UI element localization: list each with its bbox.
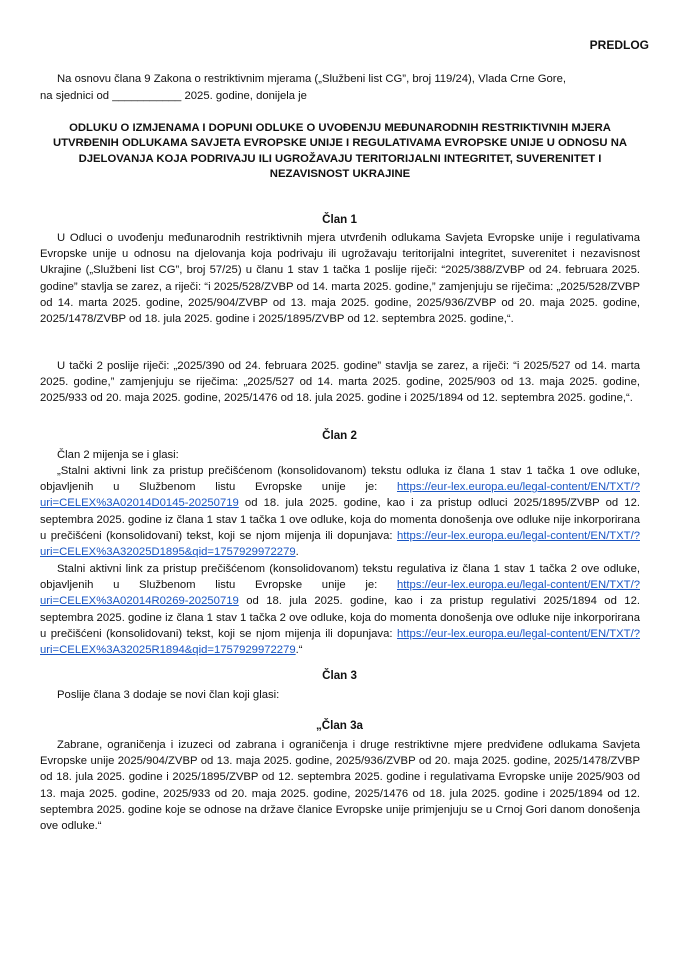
clan-2-paragraph-1 [40, 463, 640, 560]
clan-3-lead: Poslije člana 3 dodaje se novi član koji glasi: [57, 689, 280, 701]
clan-2-paragraph-2 [40, 561, 640, 658]
clan-2-lead: Član 2 mijenja se i glasi: [57, 449, 179, 461]
eur-lex-link-regulation-2025-1894[interactable]: https://eur-lex.europa.eu/legal-content/EN/TXT/?uri=CELEX%3A32025R1894&qid=1757929972279 [40, 627, 640, 657]
clan-2-p2-text-b: od 18. jula 2025. godine, kao i za pristup regulativi 2025/1894 od 12. septembra 2025. godine iz člana 1 stav 1 tačka 2 ove odluke, koja do momenta donošenja ove odluke nije inkorporirana u prečišćeni (konsolidovani) tekst, koji se njom mijenja ili dopunjava: [40, 595, 640, 640]
intro-line-1: Na osnovu člana 9 Zakona o restriktivnim mjerama („Službeni list CG”, broj 119/24), Vlada Crne Gore, [57, 73, 566, 85]
document-title: ODLUKU O IZMJENAMA I DOPUNI ODLUKE O UVOĐENJU MEĐUNARODNIH RESTRIKTIVNIH MJERA UTVRĐENIH ODLUKAMA SAVJETA EVROPSKE UNIJE I REGULATIVAMA EVROPSKE UNIJE U ODNOSU NA DJELOVANJA KOJA PODRIVAJU ILI UGROŽAVAJU TERITORIJALNI INTEGRITET, SUVERENITET I NEZAVISNOST UKRAJINE [52, 122, 628, 180]
clan-2-heading: Član 2 [322, 429, 357, 442]
document-label: PREDLOG [589, 38, 649, 52]
clan-3a-body: Zabrane, ograničenja i izuzeci od zabrana i ograničenja i druge restriktivne mjere predviđene odlukama Savjeta Evropske unije 2025/904/ZVBP od 13. maja 2025. godine, 2025/936/ZVBP od 20. maja 2025. godine, 2025/1478/ZVBP od 18. jula 2025. godine i 2025/1895/ZVBP od 12. septembra 2025. godine i regulativama Evropske unije 2025/903 od 13. maja 2025. godine, 2025/933 od 20. maja 2025. godine, 2025/1476 od 18. jula 2025. godine i 2025/1894 od 12. septembra 2025. godine koje se odnose na države članice Evropske unije primjenjuju se u Crnoj Gori danom donošenja ove odluke.“ [40, 739, 640, 833]
clan-1-heading: Član 1 [322, 213, 357, 226]
eur-lex-link-decision-2025-1895[interactable]: https://eur-lex.europa.eu/legal-content/EN/TXT/?uri=CELEX%3A32025D1895&qid=1757929972279 [40, 529, 640, 559]
clan-2-p1-text-c: . [295, 546, 299, 559]
clan-1-paragraph-2: U tački 2 poslije riječi: „2025/390 od 24. februara 2025. godine” stavlja se zarez, a riječi: “i 2025/527 od 14. marta 2025. godine,” zamjenjuju se riječima: „2025/527 od 14. marta 2025. godine, 2025/903 od 13. maja 2025. godine, 2025/933 od 20. maja 2025. godine, 2025/1476 od 18. jula 2025. godine i 2025/1894 od 12. septembra 2025. godine,“. [40, 360, 640, 405]
clan-2-p1-text-a: „Stalni aktivni link za pristup prečišćenom (konsolidovanom) tekstu odluka iz člana 1 stav 1 tačka 1 ove odluke, objavljenih u Službenom listu Evropske unije je: [40, 465, 640, 494]
eur-lex-link-regulation-consolidated[interactable]: https://eur-lex.europa.eu/legal-content/EN/TXT/?uri=CELEX%3A02014R0269-20250719 [40, 579, 640, 608]
clan-3-heading: Član 3 [322, 669, 357, 682]
eur-lex-link-decision-consolidated[interactable]: https://eur-lex.europa.eu/legal-content/EN/TXT/?uri=CELEX%3A02014D0145-20250719 [40, 481, 640, 510]
clan-1-paragraph-1: U Odluci o uvođenju međunarodnih restriktivnih mjera utvrđenih odlukama Savjeta Evropske unije i regulativama Evropske unije u odnosu na djelovanja koja podrivaju ili ugrožavaju teritorijalni integritet, suverenitet i nezavisnost Ukrajine („Službeni list CG”, broj 57/25) u članu 1 stav 1 tačka 1 poslije riječi: “2025/388/ZVBP od 24. februara 2025. godine” stavlja se zarez, a riječi: “i 2025/528/ZVBP od 14. marta 2025. godine,” zamjenjuju se riječima: „2025/528/ZVBP od 14. marta 2025. godine, 2025/904/ZVBP od 13. maja 2025. godine, 2025/936/ZVBP od 20. maja 2025. godine, 2025/1478/ZVBP od 18. jula 2025. godine i 2025/1895/ZVBP od 12. septembra 2025. godine,“. [40, 232, 640, 326]
clan-2-p2-text-a: Stalni aktivni link za pristup prečišćenom (konsolidovanom) tekstu regulativa iz člana 1 stav 1 tačka 2 ove odluke, objavljenih u Službenom listu Evropske unije je: [40, 563, 640, 592]
intro-line-2: na sjednici od ___________ 2025. godine, donijela je [40, 90, 307, 102]
clan-3a-heading: „Član 3a [315, 719, 364, 732]
clan-2-p1-text-b: od 18. jula 2025. godine, kao i za pristup odluci 2025/1895/ZVBP od 12. septembra 2025. godine iz člana 1 stav 1 tačka 1 ove odluke, koja do momenta donošenja ove odluke nije inkorporirana u prečišćeni (konsolidovani) tekst, koji se njom mijenja ili dopunjava: [40, 497, 640, 542]
clan-2-p2-text-c: .“ [295, 644, 303, 657]
